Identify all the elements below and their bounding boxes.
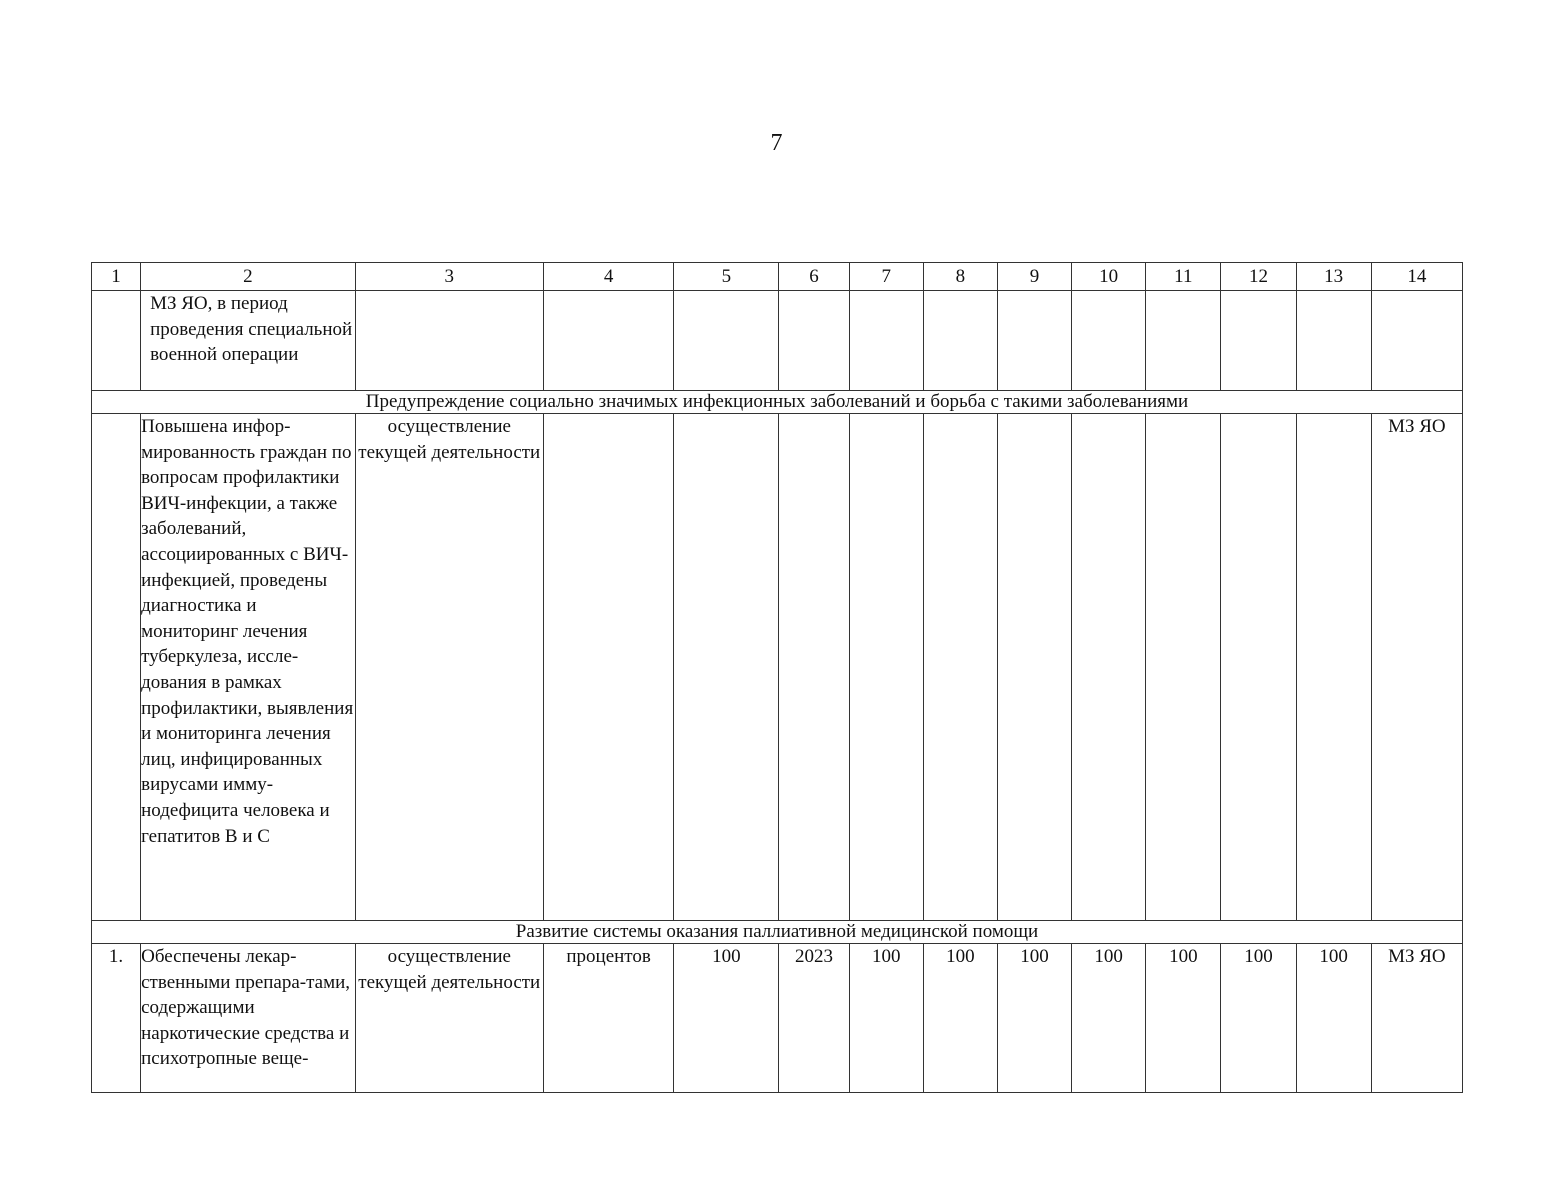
page-number: 7 <box>770 130 783 156</box>
column-number: 4 <box>543 263 673 291</box>
responsible-executor: МЗ ЯО <box>1371 414 1462 921</box>
row-number: 1. <box>92 944 141 1093</box>
column-number: 3 <box>355 263 543 291</box>
row-description: МЗ ЯО, в период проведения специальной военной операции <box>141 291 355 391</box>
responsible-executor: МЗ ЯО <box>1371 944 1462 1093</box>
target-value: 100 <box>849 944 923 1093</box>
section-heading: Развитие системы оказания паллиативной медицинской помощи <box>92 921 1463 944</box>
target-value: 100 <box>1296 944 1371 1093</box>
target-value: 100 <box>1072 944 1146 1093</box>
unit-of-measure: процентов <box>543 944 673 1093</box>
table-row <box>92 414 1463 921</box>
column-number: 7 <box>849 263 923 291</box>
target-value: 100 <box>1221 944 1296 1093</box>
target-value: 100 <box>1146 944 1221 1093</box>
column-number: 2 <box>141 263 355 291</box>
column-number: 5 <box>674 263 779 291</box>
column-number: 10 <box>1072 263 1146 291</box>
implementation-method: осуществление текущей деятельности <box>355 414 543 921</box>
table-row <box>92 291 1463 391</box>
column-number: 9 <box>997 263 1071 291</box>
data-table <box>91 262 1463 1093</box>
implementation-method: осуществление текущей деятельности <box>355 944 543 1093</box>
base-value: 100 <box>674 944 779 1093</box>
row-description: Повышена инфор-мированность граждан по вопросам профилактики ВИЧ-инфекции, а также заболеваний, ассоциированных с ВИЧ-инфекцией, проведены диагностика и мониторинг лечения туберкулеза, иссле-дования в рамках профилактики, выявления и мониторинга лечения лиц, инфицированных вирусами имму-нодефицита человека и гепатитов В и С <box>141 414 355 921</box>
column-number: 11 <box>1146 263 1221 291</box>
column-number: 1 <box>92 263 141 291</box>
column-number: 8 <box>923 263 997 291</box>
section-row <box>92 921 1463 944</box>
base-year: 2023 <box>779 944 849 1093</box>
section-row <box>92 391 1463 414</box>
target-value: 100 <box>997 944 1071 1093</box>
column-number: 12 <box>1221 263 1296 291</box>
row-description: Обеспечены лекар-ственными препара-тами, содержащими наркотические средства и психотропные веще- <box>141 944 355 1093</box>
column-number: 14 <box>1371 263 1462 291</box>
column-number: 13 <box>1296 263 1371 291</box>
target-value: 100 <box>923 944 997 1093</box>
column-number: 6 <box>779 263 849 291</box>
table-row <box>92 944 1463 1093</box>
section-heading: Предупреждение социально значимых инфекционных заболеваний и борьба с такими заболеваниями <box>92 391 1463 414</box>
column-number-row <box>92 263 1463 291</box>
